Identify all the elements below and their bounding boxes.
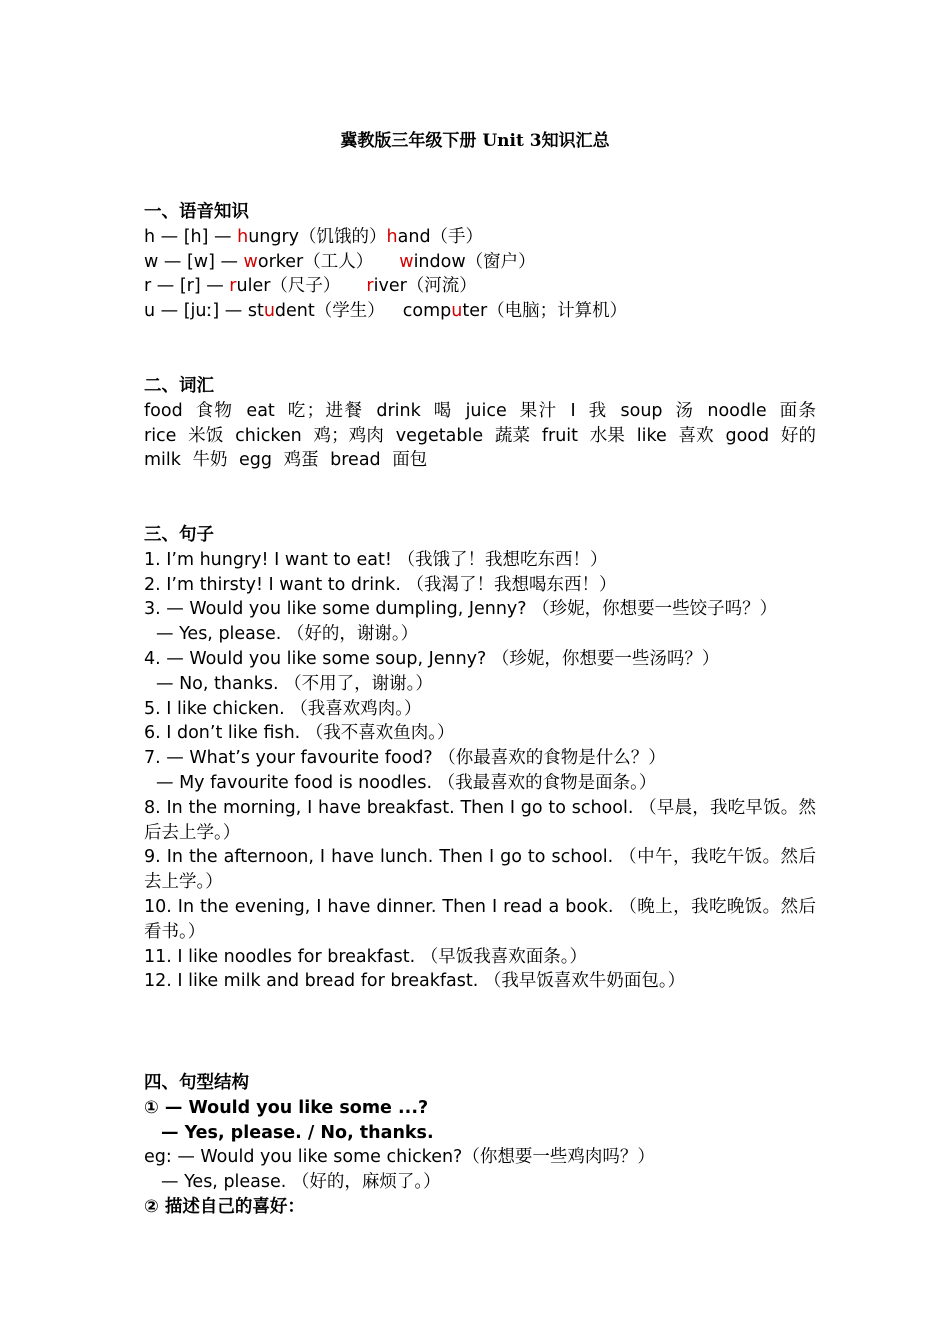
section-sentences [144,523,816,994]
pattern-1-question: ① — Would you like some ...? [144,1097,429,1118]
word-text: and（手） [397,226,484,247]
phonics-rule: w — [w] — [144,251,244,272]
sentence-3-reply: — Yes, please. （好的，谢谢。） [156,624,419,645]
vocabulary-text: food 食物 eat 吃；进餐 drink 喝 juice 果汁 I 我 soup 汤 noodle 面条 rice 米饭 chicken 鸡；鸡肉 vegetable 蔬菜 fruit 水果 like 喜欢 good 好的 milk 牛奶 egg 鸡蛋 bread 面包 [144,400,816,471]
sentence-5: 5. I like chicken. （我喜欢鸡肉。） [144,698,422,719]
highlight-letter: r [229,276,237,297]
highlight-letter: w [399,251,414,272]
example-answer: — Yes, please. （好的，麻烦了。） [161,1172,441,1193]
word-text: orker（工人） [257,251,374,272]
example-question: eg: — Would you like some chicken?（你想要一些鸡肉吗？） [144,1147,655,1168]
word-text: comp [402,301,452,322]
phonics-line-u [144,299,816,324]
word-text: iver（河流） [373,276,477,297]
phonics-rule: r — [r] — [144,276,230,297]
word-text: dent（学生） [274,301,385,322]
highlight-letter: h [386,226,398,247]
sentence-6: 6. I don’t like fish. （我不喜欢鱼肉。） [144,723,455,744]
section-heading-patterns: 四、句型结构 [144,1073,249,1093]
sentence-4: 4. — Would you like some soup, Jenny? （珍妮，你想要一些汤吗？） [144,648,720,669]
highlight-letter: w [243,251,258,272]
highlight-letter: r [366,276,374,297]
pattern-1-answer: — Yes, please. / No, thanks. [161,1122,434,1143]
phonics-line-h [144,225,816,250]
phonics-line-w [144,250,816,275]
section-phonics [144,200,816,324]
word-text: uler（尺子） [236,276,341,297]
sentence-8: 8. In the morning, I have breakfast. Then I go to school. （早晨，我吃早饭。然后去上学。） [144,797,816,843]
sentence-2: 2. I’m thirsty! I want to drink. （我渴了！我想喝东西！） [144,574,617,595]
highlight-letter: h [237,226,249,247]
section-vocabulary [144,374,816,473]
sentence-7: 7. — What’s your favourite food? （你最喜欢的食物是什么？） [144,748,666,769]
section-heading-phonics: 一、语音知识 [144,202,249,222]
sentence-10: 10. In the evening, I have dinner. Then I read a book. （晚上，我吃晚饭。然后看书。） [144,896,816,942]
sentence-11: 11. I like noodles for breakfast. （早饭我喜欢面条。） [144,946,588,967]
word-text: indow（窗户） [413,251,536,272]
section-heading-sentences: 三、句子 [144,525,214,545]
phonics-rule: u — [juː] — st [144,301,264,322]
sentence-4-reply: — No, thanks. （不用了，谢谢。） [156,673,433,694]
word-text: ungry（饥饿的） [248,226,387,247]
sentence-1: 1. I’m hungry! I want to eat! （我饿了！我想吃东西！） [144,549,608,570]
word-text: ter（电脑；计算机） [462,301,628,322]
highlight-letter: u [451,301,463,322]
pattern-2-heading: ② 描述自己的喜好： [144,1196,305,1217]
sentence-7-reply: — My favourite food is noodles. （我最喜欢的食物是面条。） [156,772,657,793]
sentence-9: 9. In the afternoon, I have lunch. Then I go to school. （中午，我吃午饭。然后去上学。） [144,847,816,893]
sentence-12: 12. I like milk and bread for breakfast. （我早饭喜欢牛奶面包。） [144,971,686,992]
highlight-letter: u [263,301,275,322]
section-patterns [144,1071,816,1220]
phonics-rule: h — [h] — [144,226,238,247]
sentence-3: 3. — Would you like some dumpling, Jenny? （珍妮，你想要一些饺子吗？） [144,599,778,620]
document-title: 冀教版三年级下册 Unit 3知识汇总 [340,131,610,151]
phonics-line-r [144,274,816,299]
section-heading-vocabulary: 二、词汇 [144,376,214,396]
